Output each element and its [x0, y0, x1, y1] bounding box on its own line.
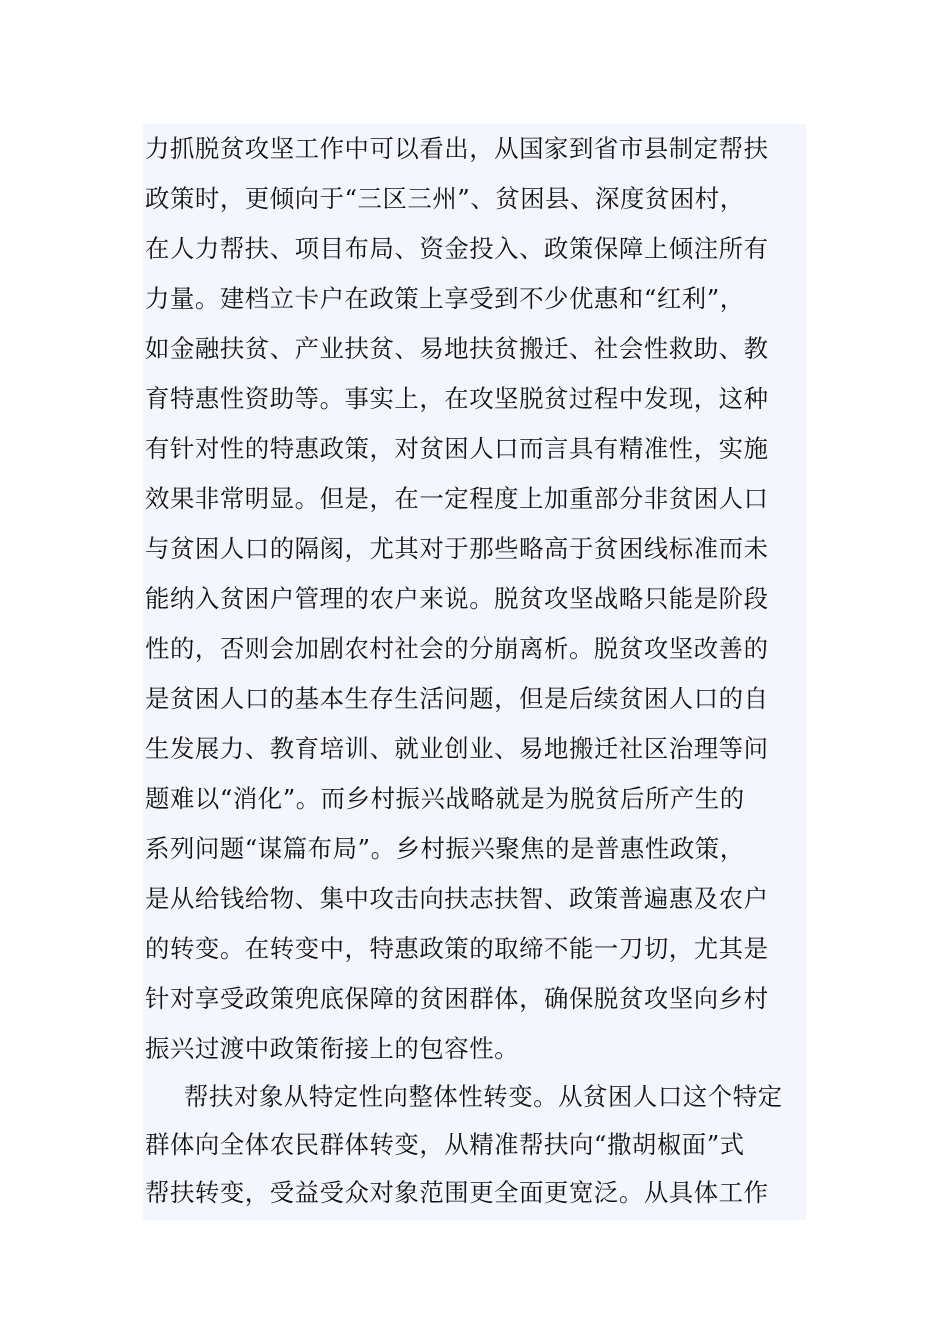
- text-line: 与贫困人口的隔阂，尤其对于那些略高于贫困线标准而未: [145, 534, 769, 563]
- text-line: 有针对性的特惠政策，对贫困人口而言具有精准性，实施: [145, 434, 769, 463]
- text-line: 的转变。在转变中，特惠政策的取缔不能一刀切，尤其是: [145, 934, 769, 963]
- text-line: 政策时，更倾向于“三区三州”、贫困县、深度贫困村，: [145, 184, 745, 213]
- paragraph-first-line: 帮扶对象从特定性向整体性转变。从贫困人口这个特定: [184, 1082, 783, 1111]
- text-line: 题难以“消化”。而乡村振兴战略就是为脱贫后所产生的: [145, 784, 745, 813]
- text-line: 生发展力、教育培训、就业创业、易地搬迁社区治理等问: [145, 734, 769, 763]
- text-line: 群体向全体农民群体转变，从精准帮扶向“撒胡椒面”式: [145, 1130, 745, 1159]
- text-line: 振兴过渡中政策衔接上的包容性。: [145, 1034, 520, 1063]
- text-line: 育特惠性资助等。事实上，在攻坚脱贫过程中发现，这种: [145, 384, 769, 413]
- text-line: 效果非常明显。但是，在一定程度上加重部分非贫困人口: [145, 484, 769, 513]
- text-line: 如金融扶贫、产业扶贫、易地扶贫搬迁、社会性救助、教: [145, 334, 769, 363]
- text-line: 性的，否则会加剧农村社会的分崩离析。脱贫攻坚改善的: [145, 634, 769, 663]
- text-line: 能纳入贫困户管理的农户来说。脱贫攻坚战略只能是阶段: [145, 584, 769, 613]
- text-line: 力抓脱贫攻坚工作中可以看出，从国家到省市县制定帮扶: [145, 134, 769, 163]
- text-line: 帮扶转变，受益受众对象范围更全面更宽泛。从具体工作: [145, 1178, 769, 1207]
- text-line: 是贫困人口的基本生存生活问题，但是后续贫困人口的自: [145, 684, 769, 713]
- text-line: 系列问题“谋篇布局”。乡村振兴聚焦的是普惠性政策，: [145, 834, 745, 863]
- text-line: 在人力帮扶、项目布局、资金投入、政策保障上倾注所有: [145, 234, 769, 263]
- text-line: 针对享受政策兜底保障的贫困群体，确保脱贫攻坚向乡村: [145, 984, 769, 1013]
- text-block: [143, 124, 806, 1220]
- text-line: 是从给钱给物、集中攻击向扶志扶智、政策普遍惠及农户: [145, 884, 769, 913]
- text-line: 力量。建档立卡户在政策上享受到不少优惠和“红利”，: [145, 284, 745, 313]
